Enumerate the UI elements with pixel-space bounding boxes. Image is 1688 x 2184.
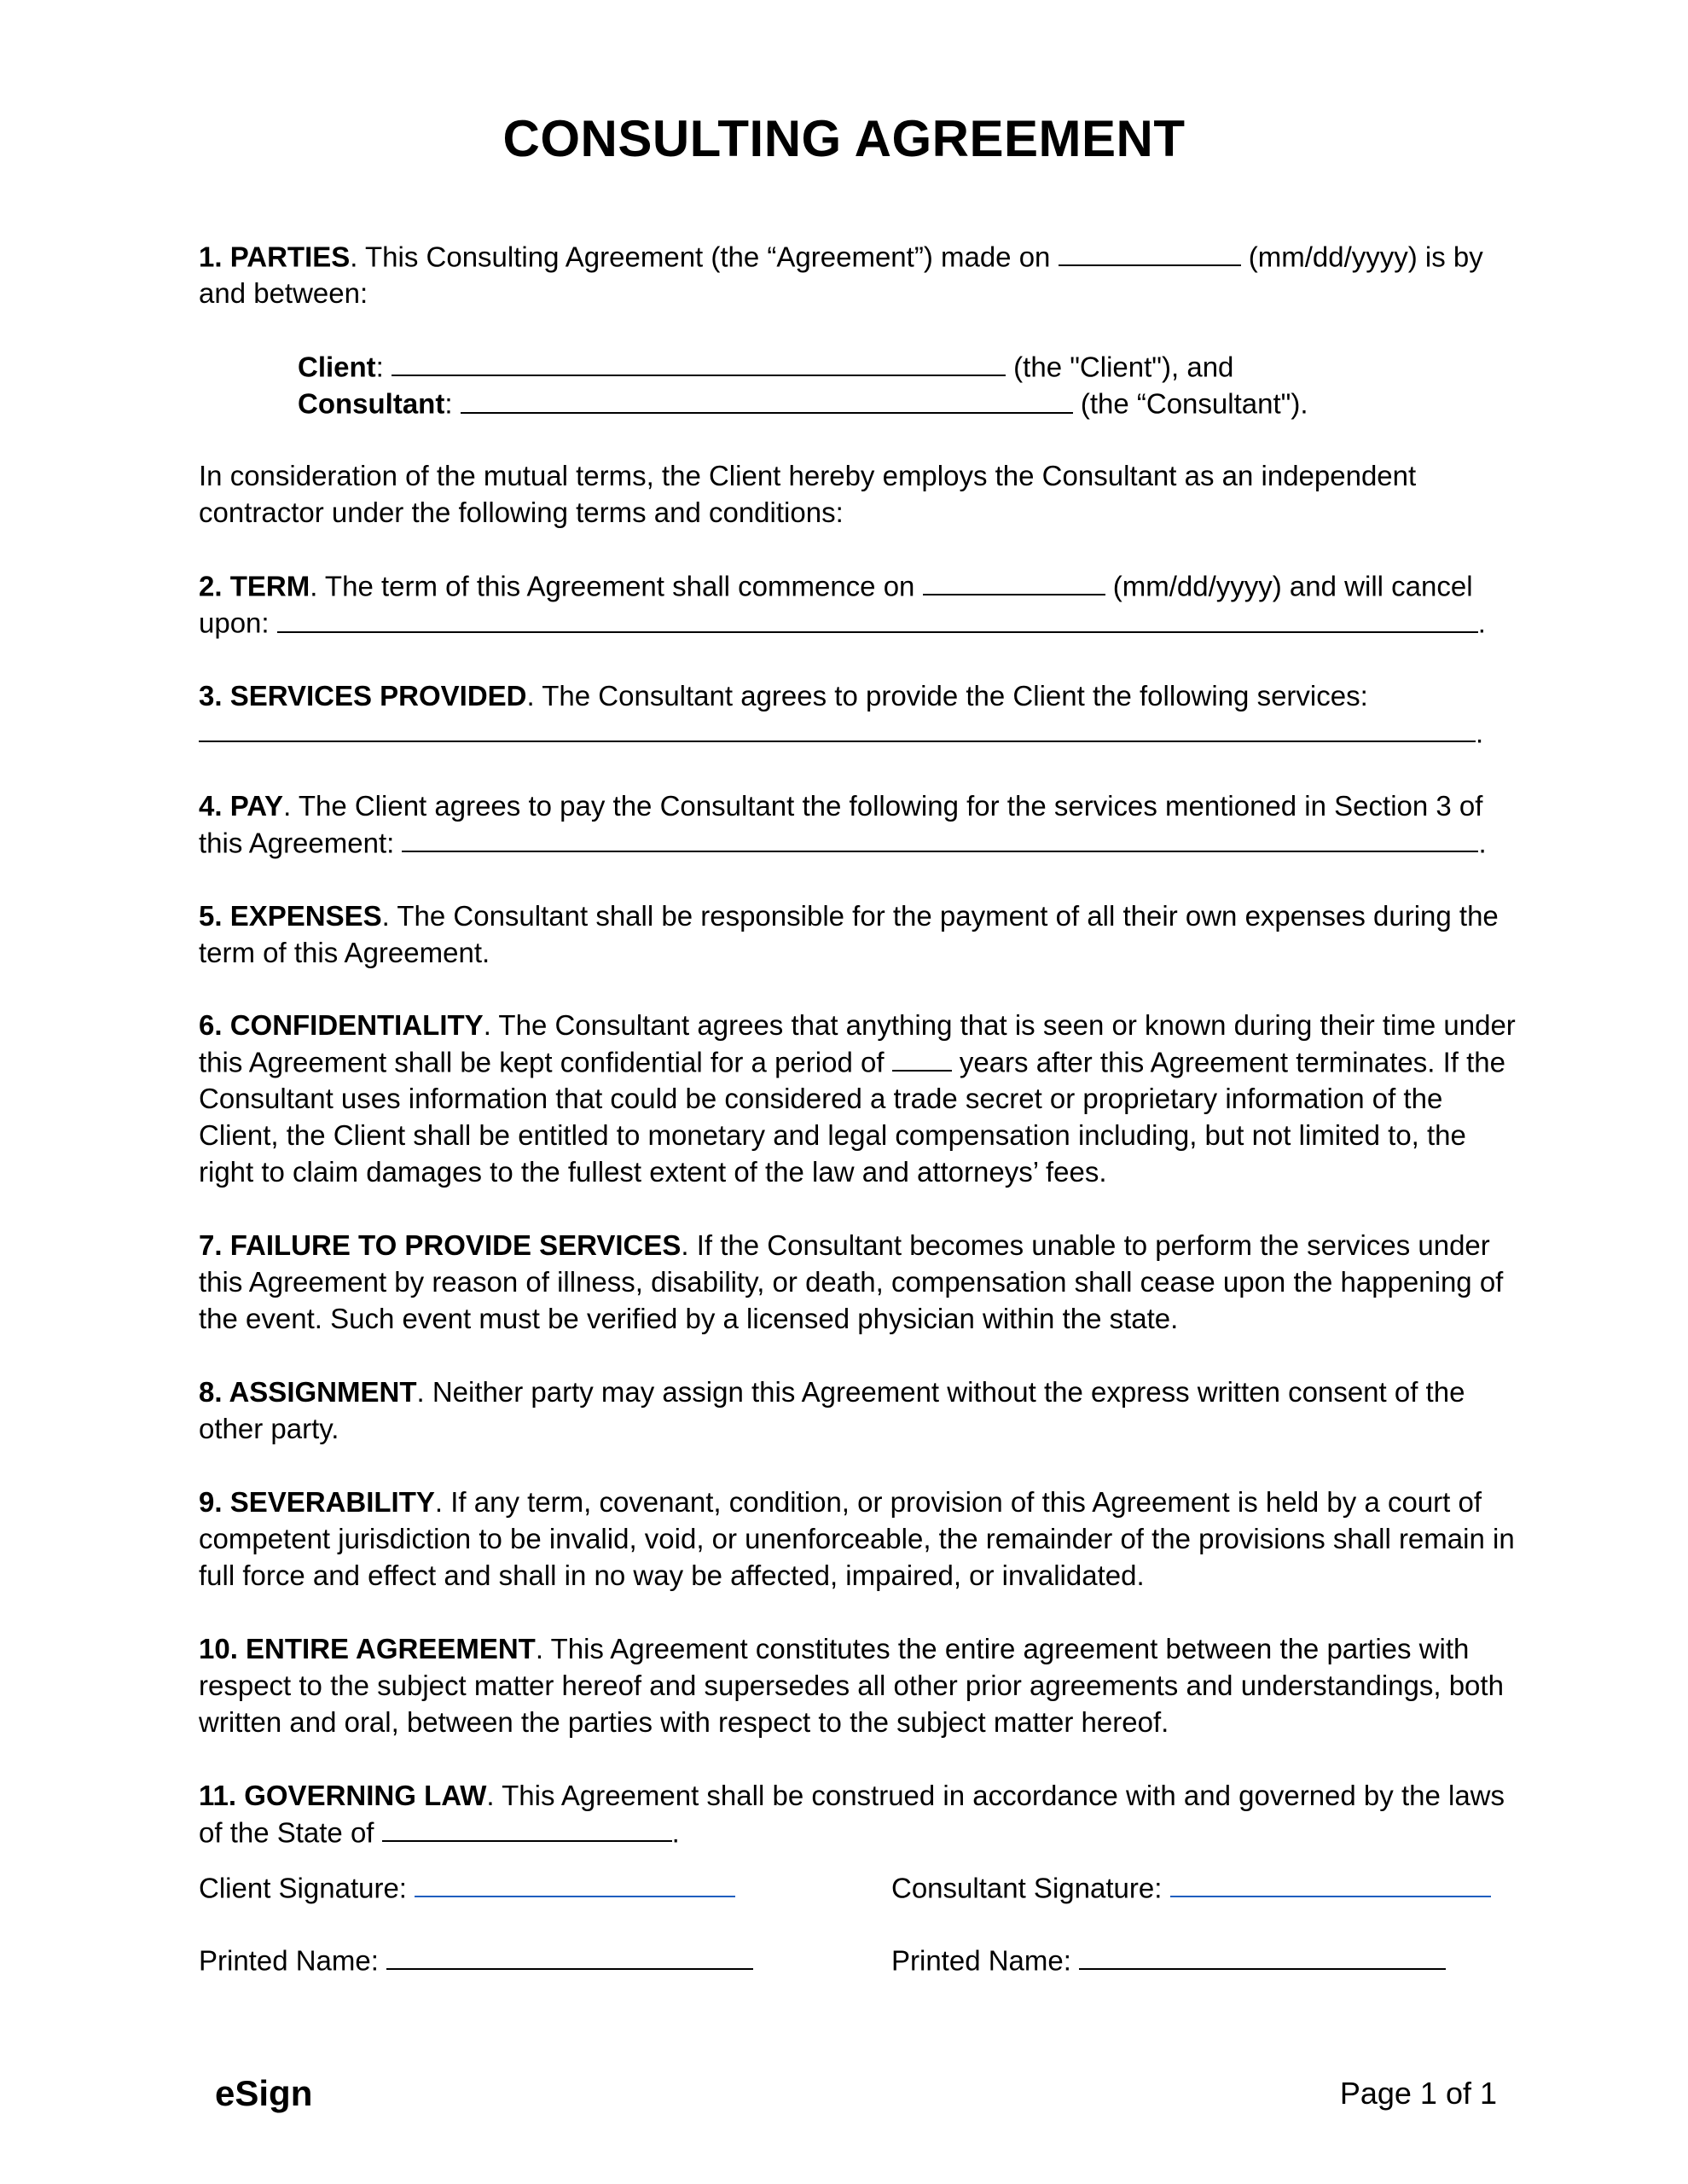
section-confidentiality: 6. CONFIDENTIALITY. The Consultant agrees that anything that is seen or known during their time under this Agreement shall be kept confidential for a period of years after this Agreement terminates. If the Consultant uses information that could be considered a trade secret or proprietary information of the Client, the Client shall be entitled to monetary and legal compensation including, but not limited to, the right to claim damages to the fullest extent of the law and attorneys’ fees. [199,1009,1516,1188]
client-name-field[interactable] [392,348,1006,376]
section-heading: 7. FAILURE TO PROVIDE SERVICES [199,1229,682,1261]
section-heading: 9. SEVERABILITY [199,1486,435,1518]
section-services: 3. SERVICES PROVIDED. The Consultant agrees to provide the Client the following services: . [199,680,1484,749]
esign-logo: eSign [215,2073,313,2113]
section-heading: 11. GOVERNING LAW [199,1780,487,1811]
pay-field[interactable] [402,824,1478,852]
section-heading: 6. CONFIDENTIALITY [199,1009,484,1041]
date-field[interactable] [1059,238,1241,266]
section-term: 2. TERM. The term of this Agreement shall commence on (mm/dd/yyyy) and will cancel upon: . [199,567,1504,642]
section-heading: 8. ASSIGNMENT [199,1376,417,1408]
client-label: Client [298,351,376,383]
section-assignment: 8. ASSIGNMENT. Neither party may assign this Agreement without the express written consent of the other party. [199,1376,1465,1444]
section-severability: 9. SEVERABILITY. If any term, covenant, condition, or provision of this Agreement is held by a court of competent jurisdiction to be invalid, void, or unenforceable, the remainder of the provisions shall remain in full force and effect and shall in no way be affected, impaired, or invalidated. [199,1486,1515,1591]
section-governing-law: 11. GOVERNING LAW. This Agreement shall be construed in accordance with and governed by the laws of the State of . [199,1780,1505,1849]
commence-date-field[interactable] [923,567,1105,595]
section-failure: 7. FAILURE TO PROVIDE SERVICES. If the Consultant becomes unable to perform the services under this Agreement by reason of illness, disability, or death, compensation shall cease upon the happening of the event. Such event must be verified by a licensed physician within the state. [199,1229,1504,1334]
client-printed-name-field[interactable] [386,1942,753,1970]
parties-block: Client: (the "Client"), and Consultant: (the “Consultant"). [199,348,1603,422]
document-title: CONSULTING AGREEMENT [502,110,1186,167]
consultant-signature-field[interactable] [1170,1869,1491,1897]
section-pay: 4. PAY. The Client agrees to pay the Consultant the following for the services mentioned in Section 3 of this Agreement: . [199,790,1487,859]
consultant-printed-name-row: Printed Name: [891,1942,1446,1978]
page-number: Page 1 of 1 [1339,2076,1497,2111]
consultant-label: Consultant [298,387,445,420]
section-entire-agreement: 10. ENTIRE AGREEMENT. This Agreement constitutes the entire agreement between the parties with respect to the subject matter hereof and supersedes all other prior agreements and understandings, both written and oral, between the parties with respect to the subject matter hereof. [199,1633,1504,1738]
client-printed-name-row: Printed Name: [199,1942,753,1978]
services-field[interactable] [199,714,1476,742]
cancel-upon-field[interactable] [277,604,1478,632]
consultant-name-field[interactable] [461,385,1073,413]
consultant-printed-name-field[interactable] [1079,1942,1446,1970]
section-heading: 4. PAY [199,790,284,822]
section-heading: 5. EXPENSES [199,900,382,932]
client-signature-row: Client Signature: [199,1869,735,1906]
section-heading: 10. ENTIRE AGREEMENT [199,1633,536,1664]
section-heading: 1. PARTIES [199,241,351,273]
intro-paragraph: In consideration of the mutual terms, the Client hereby employs the Consultant as an independent contractor under the following terms and conditions: [199,460,1417,528]
section-heading: 3. SERVICES PROVIDED [199,680,527,712]
consultant-signature-row: Consultant Signature: [891,1869,1491,1906]
years-field[interactable] [892,1043,952,1072]
section-heading: 2. TERM [199,570,310,602]
state-field[interactable] [382,1814,672,1842]
section-parties: 1. PARTIES. This Consulting Agreement (the “Agreement”) made on (mm/dd/yyyy) is by and between: [199,238,1504,311]
client-signature-field[interactable] [415,1869,735,1897]
section-expenses: 5. EXPENSES. The Consultant shall be responsible for the payment of all their own expenses during the term of this Agreement. [199,900,1499,968]
